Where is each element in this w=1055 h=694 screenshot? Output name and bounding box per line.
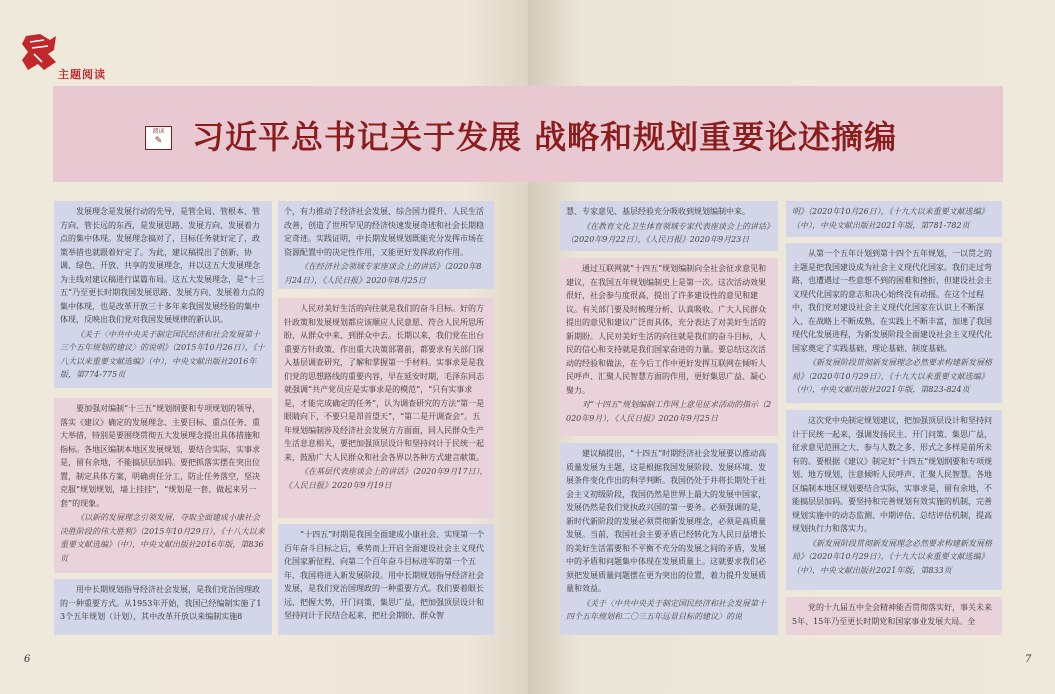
excerpt-source: 《新发展阶段贯彻新发展理念必然要求构建新发展格局》（2020年10月29日），《十九大以来重要文献选编》（中），中央文献出版社2021年版，第823-824页 (792, 358, 992, 394)
excerpt-paragraph: 用中长期规划指导经济社会发展，是我们党治国理政的一种重要方式。从1953年开始，我国已经编制实施了13个五年规划（计划），其中改革开放以来编制实施8 (60, 585, 262, 621)
excerpt-paragraph: 党的十九届五中全会精神能否贯彻落实好，事关未来5年、15年乃至更长时期党和国家事业发展大局。全 (792, 603, 992, 626)
excerpt-block (54, 579, 272, 635)
excerpt-block (786, 243, 1002, 403)
excerpt-block (560, 258, 778, 436)
excerpt-source: 明》（2020年10月26日），《十九大以来重要文献选编》（中），中央文献出版社2021年版，第781-782页 (792, 207, 989, 230)
excerpt-paragraph: 从第一个五年计划到第十四个五年规划，一以贯之的主题是把我国建设成为社会主义现代化国家。我们走过弯路，也遭遇过一些意想不到的困难和挫折，但建设社会主义现代化国家的意志和决心始终没有动摇。在这个过程中，我们党对建设社会主义现代化国家在认识上不断深入、在战略上不断成熟、在实践上不断丰富，加速了我国现代化发展进程，为新发展阶段全面建设社会主义现代化国家奠定了实践基础、理论基础、制度基础。 (792, 249, 992, 353)
excerpt-source: 《在教育文化卫生体育领域专家代表座谈会上的讲话》（2020年9月22日），《人民日报》2020年9月23日 (566, 221, 770, 244)
excerpt-block (278, 201, 494, 289)
excerpt-paragraph: 发展理念是发展行动的先导，是管全局、管根本、管方向、管长远的东西，是发展思路、发展方向、发展着力点的集中体现。发展理念搞对了，目标任务就好定了，政策举措也就跟着好定了。为此，建议稿提出了创新、协调、绿色、开放、共享的发展理念，并以这五大发展理念为主线对建议稿进行谋篇布局。这五大发展理念，是“十三五”乃至更长时期我国发展思路、发展方向、发展着力点的集中体现，也是改革开放三十多年来我国发展经验的集中体现，反映出我们党对我国发展规律的新认识。 (60, 207, 265, 324)
magazine-logo-icon (20, 32, 58, 72)
page-number-right: 7 (1025, 654, 1032, 665)
section-name: 主题阅读 (58, 68, 106, 81)
excerpt-source: 《在经济社会领域专家座谈会上的讲话》（2020年8月24日），《人民日报》2020年8月25日 (284, 262, 482, 285)
excerpt-paragraph: 建议稿提出，“十四五”时期经济社会发展要以推动高质量发展为主题，这是根据我国发展阶段、发展环境、发展条件变化作出的科学判断。我国仍处于并将长期处于社会主义初级阶段，我国仍然是世界上最大的发展中国家，发展仍然是我们党执政兴国的第一要务。必须强调的是，新时代新阶段的发展必须贯彻新发展理念，必须是高质量发展。当前，我国社会主要矛盾已经转化为人民日益增长的美好生活需要和不平衡不充分的发展之间的矛盾，发展中的矛盾和问题集中体现在发展质量上。这就要求我们必须把发展质量问题摆在更为突出的位置，着力提升发展质量和效益。 (566, 449, 767, 593)
excerpt-block (278, 524, 494, 635)
excerpt-block (786, 410, 1002, 590)
excerpt-block (560, 443, 778, 635)
excerpt-paragraph: 这次党中央制定规划建议，把加强顶层设计和坚持问计于民统一起来，强调发扬民主、开门问策、集思广益，征求意见范围之大、参与人数之多、形式之多样是前所未有的。要根据《建议》制定好“十四五”规划纲要和专项规划、地方规划，注意倾听人民呼声、汇聚人民智慧。各地区编制本地区规划要结合实际，实事求是，留有余地，不能搞层层加码。要坚持和完善规划有效实施的机制，完善规划实施中的动态监测、中期评估、总结评估机制，提高规划执行力和落实力。 (792, 416, 993, 533)
excerpt-source: 《关于〈中共中央关于制定国民经济和社会发展第十三个五年规划的建议〉的说明》（2015年10月26日），《十八大以来重要文献选编》（中），中央文献出版社2016年版，第774-775页 (60, 329, 265, 379)
reading-badge-label: 阅读 (152, 128, 165, 135)
reading-badge-icon (145, 126, 172, 150)
excerpt-paragraph: 要加强对编制“十三五”规划纲要和专项规划的领导，落实《建议》确定的发展理念、主要目标、重点任务、重大举措，特别是要围绕贯彻五大发展理念提出具体措施和指标。各地区编制本地区发展规划，要结合实际，实事求是，留有余地，不能搞层层加码。要把抓落实摆在突出位置，制定具体方案，明确责任分工，防止任务落空，坚决克服“规划规划，墙上挂挂”，“规划是一套、做起来另一套”的现象。 (60, 404, 261, 508)
excerpt-source: 《在基层代表座谈会上的讲话》（2020年9月17日），《人民日报》2020年9月19日 (284, 467, 488, 490)
excerpt-block (54, 201, 272, 388)
excerpt-paragraph: “十四五”时期是我国全面建成小康社会、实现第一个百年奋斗目标之后，乘势而上开启全面建设社会主义现代化国家新征程、向第二个百年奋斗目标进军的第一个五年，我国将进入新发展阶段。用中长期规划指导经济社会发展，是我们党治国理政的一种重要方式。我们要着眼长远、把握大势，开门问策、集思广益，把加强顶层设计和坚持问计于民结合起来，把社会期盼、群众智 (284, 530, 485, 620)
excerpt-block (786, 597, 1002, 635)
excerpt-source: 《新发展阶段贯彻新发展理念必然要求构建新发展格局》（2020年10月29日），《十九大以来重要文献选编》（中），中央文献出版社2021年版，第833页 (792, 538, 992, 575)
excerpt-block (278, 298, 494, 518)
excerpt-block (54, 398, 272, 573)
excerpt-paragraph: 人民对美好生活的向往就是我们的奋斗目标。好的方针政策和发展规划都应该顺应人民意愿、符合人民所思所盼，从群众中来、到群众中去。长期以来，我们党在出台重要方针政策、作出重大决策部署前，都要求有关部门深入基层调查研究，了解和掌握第一手材料。实事求是是我们党的思想路线的重要内容，早在延安时期，毛泽东同志就强调“共产党员应是实事求是的模范”，“只有实事求是，才能完成确定的任务”，认为调查研究的方法“第一是眼睛向下，不要只是昂首望天”，“第二是开调查会”。五年规划编制涉及经济社会发展方方面面，同人民群众生产生活息息相关，要把加强顶层设计和坚持问计于民统一起来，鼓励广大人民群众和社会各界以各种方式建言献策。 (284, 304, 485, 462)
page-number-left: 6 (24, 654, 31, 665)
excerpt-paragraph: 慧、专家意见、基层经验充分吸收到规划编制中来。 (566, 207, 750, 216)
excerpt-source: 对“十四五”规划编制工作网上意见征求活动的指示（2020年9月），《人民日报》2020年9月25日 (566, 400, 772, 423)
excerpt-source: 《关于〈中共中央关于制定国民经济和社会发展第十四个五年规划和二〇三五年远景目标的建议〉的说 (566, 598, 766, 621)
article-title: 习近平总书记关于发展 战略和规划重要论述摘编 (192, 118, 898, 156)
excerpt-paragraph: 通过互联网就“十四五”规划编制向全社会征求意见和建议，在我国五年规划编制史上是第一次。这次活动效果很好，社会参与度很高，提出了许多建设性的意见和建议。有关部门要及时梳理分析、认真吸收。广大人民群众提出的意见和建议广泛而具体，充分表达了对美好生活的新期盼。人民对美好生活的向往就是我们的奋斗目标，人民的信心和支持就是我们国家奋进的力量。要总结这次活动的经验和做法，在今后工作中更好发挥互联网在倾听人民呼声、汇聚人民智慧方面的作用，更好集思广益、凝心聚力。 (566, 264, 767, 395)
excerpt-block (786, 201, 1002, 237)
pen-icon: ✎ (154, 136, 163, 146)
excerpt-block (560, 201, 778, 251)
excerpt-paragraph: 个，有力推动了经济社会发展、综合国力提升、人民生活改善，创造了世所罕见的经济快速发展奇迹和社会长期稳定奇迹。实践证明，中长期发展规划既能充分发挥市场在资源配置中的决定性作用，又能更好发挥政府作用。 (284, 207, 484, 257)
excerpt-source: 《以新的发展理念引领发展，夺取全面建成小康社会决胜阶段的伟大胜利》（2015年10月29日），《十八大以来重要文献选编》（中），中央文献出版社2016年版，第836页 (60, 513, 265, 563)
